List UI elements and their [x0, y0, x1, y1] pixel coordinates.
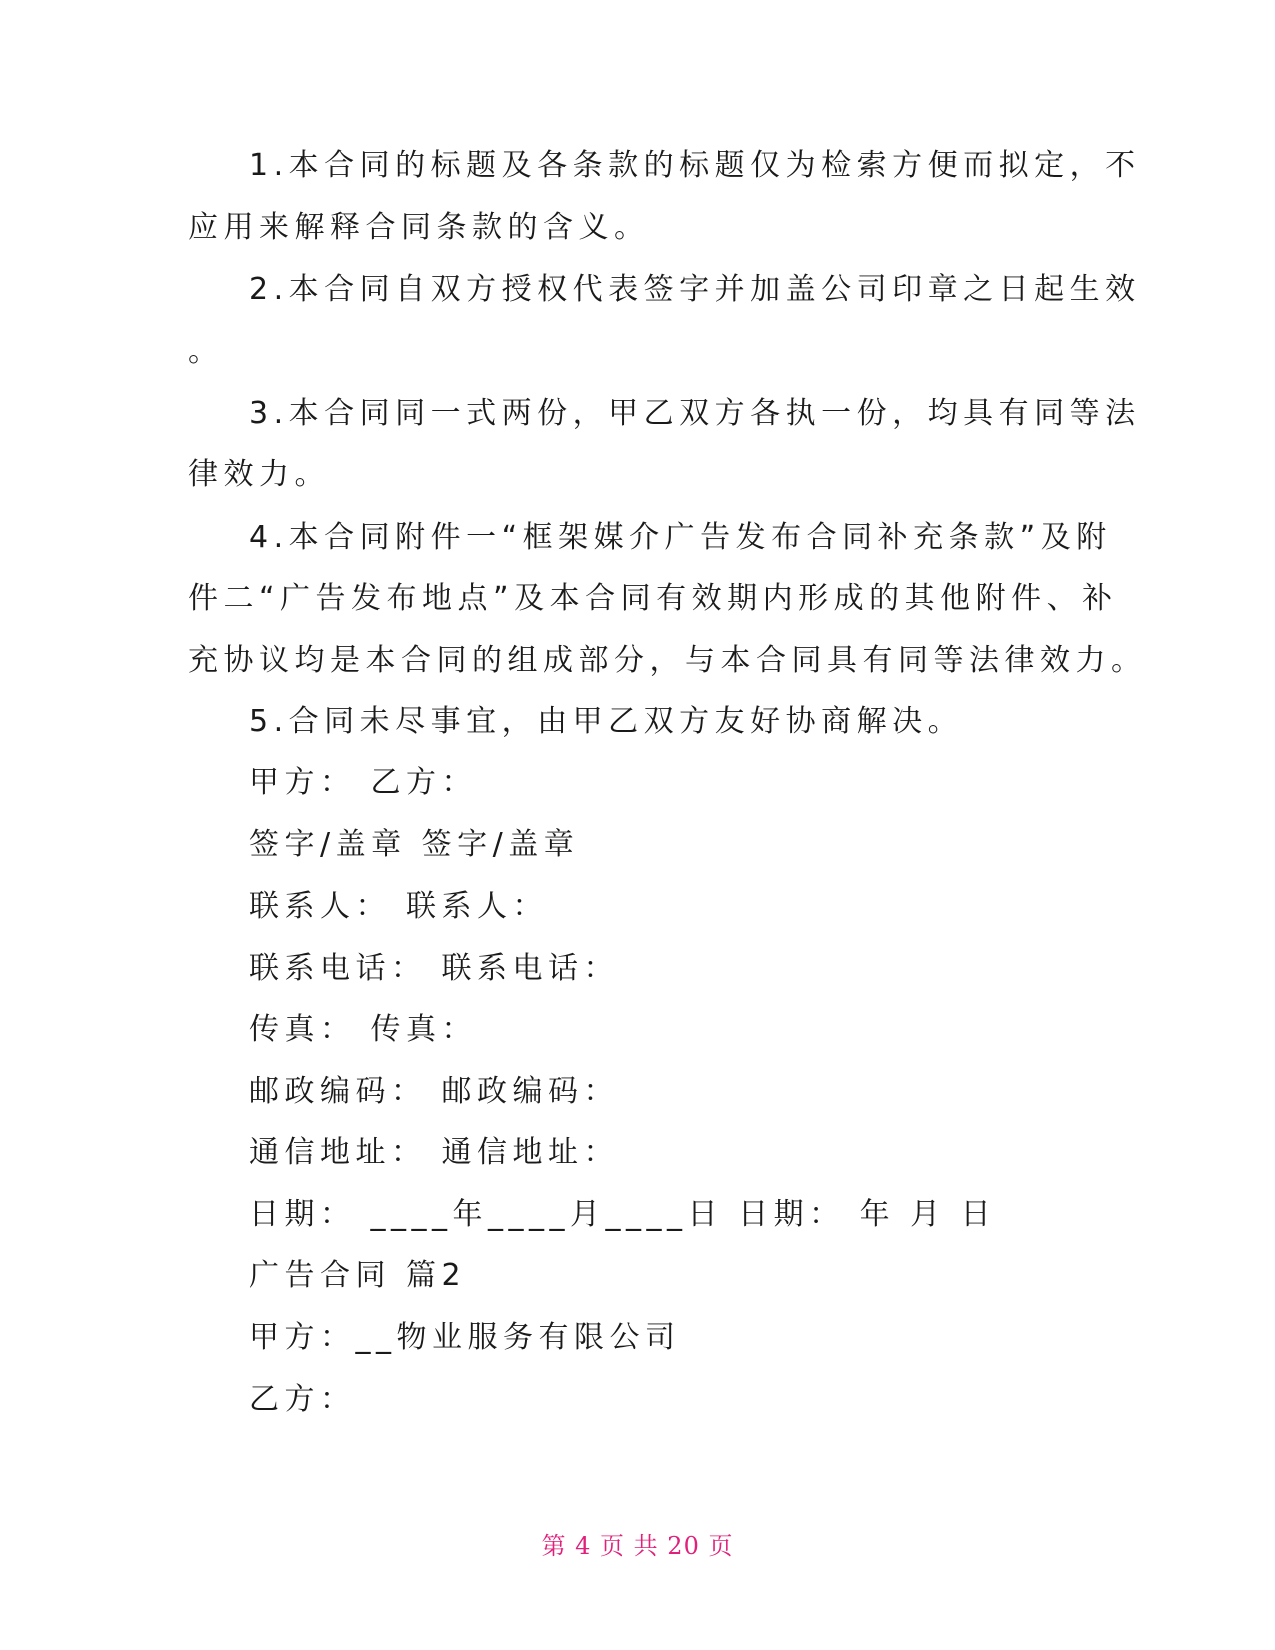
fax-line: 传真： 传真：: [249, 1012, 478, 1047]
signature-seal-line: 签字/盖章 签字/盖章: [249, 827, 580, 862]
clause-5-line: 5.合同未尽事宜，由甲乙双方友好协商解决。: [249, 704, 964, 739]
party-b-line: 乙方：: [249, 1382, 356, 1417]
page-number-footer: 第 4 页 共 20 页: [541, 1532, 734, 1560]
clause-4-line-3: 充协议均是本合同的组成部分，与本合同具有同等法律效力。: [188, 643, 1147, 678]
clause-2-line-2: 。: [188, 334, 224, 369]
section-heading: 广告合同 篇2: [249, 1258, 467, 1293]
clause-4-line-2: 件二“广告发布地点”及本合同有效期内形成的其他附件、补: [188, 581, 1118, 616]
contact-phone-line: 联系电话： 联系电话：: [249, 951, 620, 986]
postal-code-line: 邮政编码： 邮政编码：: [249, 1074, 620, 1109]
clause-3-line-2: 律效力。: [188, 457, 330, 492]
clause-2-line-1: 2.本合同自双方授权代表签字并加盖公司印章之日起生效: [249, 272, 1141, 307]
clause-3-line-1: 3.本合同同一式两份，甲乙双方各执一份，均具有同等法: [249, 396, 1141, 431]
party-a-line: 甲方：__物业服务有限公司: [249, 1320, 681, 1355]
address-line: 通信地址： 通信地址：: [249, 1135, 620, 1170]
contact-person-line: 联系人： 联系人：: [249, 889, 549, 924]
date-line: 日期： ____年____月____日 日期： 年 月 日: [249, 1197, 997, 1232]
clause-1-line-2: 应用来解释合同条款的含义。: [188, 210, 650, 245]
party-label-line: 甲方： 乙方：: [249, 765, 478, 800]
clause-4-line-1: 4.本合同附件一“框架媒介广告发布合同补充条款”及附: [249, 520, 1112, 555]
clause-1-line-1: 1.本合同的标题及各条款的标题仅为检索方便而拟定，不: [249, 148, 1141, 183]
